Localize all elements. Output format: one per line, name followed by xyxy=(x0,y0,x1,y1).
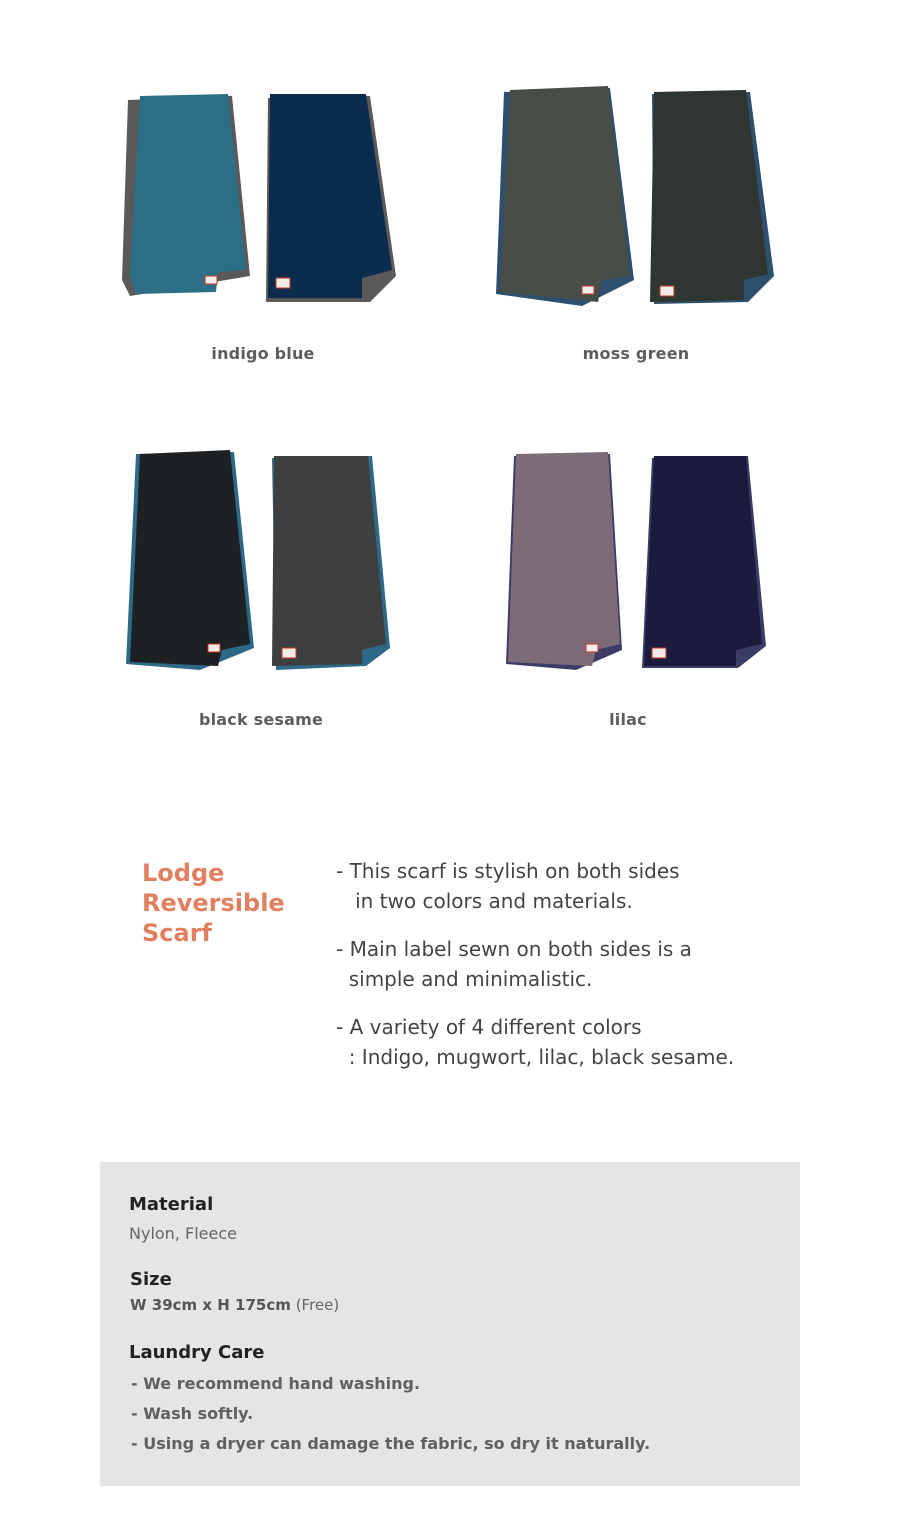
scarf-pair-image xyxy=(100,444,440,684)
feature-item xyxy=(336,1012,856,1072)
care-item: - We recommend hand washing. xyxy=(131,1374,421,1393)
color-label-moss-green: moss green xyxy=(582,344,690,363)
label-patch-front xyxy=(582,286,594,294)
feature-line: : Indigo, mugwort, lilac, black sesame. xyxy=(336,1045,735,1069)
swatch-indigo-blue xyxy=(100,80,440,320)
product-title-line: Lodge xyxy=(142,859,225,887)
scarf-pair-image xyxy=(470,80,810,320)
size-dimensions: W 39cm x H 175cm xyxy=(130,1296,291,1314)
feature-line: - Main label sewn on both sides is a xyxy=(336,937,692,961)
label-patch-front xyxy=(205,276,217,284)
feature-line: - This scarf is stylish on both sides xyxy=(336,859,680,883)
swatch-lilac xyxy=(480,444,820,684)
label-patch-back xyxy=(652,648,666,658)
size-heading: Size xyxy=(130,1269,172,1290)
scarf-back xyxy=(272,456,386,666)
label-patch-back xyxy=(282,648,296,658)
feature-line: simple and minimalistic. xyxy=(336,967,593,991)
feature-line: in two colors and materials. xyxy=(336,889,633,913)
label-patch-back xyxy=(276,278,290,288)
product-intro xyxy=(0,820,900,1120)
product-title-line: Reversible xyxy=(142,889,285,917)
label-patch-back xyxy=(660,286,674,296)
material-heading: Material xyxy=(129,1194,214,1215)
color-label-lilac: lilac xyxy=(609,710,647,729)
feature-item xyxy=(336,934,856,994)
scarf-front xyxy=(508,452,620,666)
scarf-pair-image xyxy=(480,444,820,684)
spec-box xyxy=(100,1162,800,1486)
label-patch-front xyxy=(586,644,598,652)
product-title xyxy=(142,858,312,948)
label-patch-front xyxy=(208,644,220,652)
scarf-back xyxy=(644,456,762,666)
material-value: Nylon, Fleece xyxy=(129,1224,237,1243)
care-item: - Using a dryer can damage the fabric, so dry it naturally. xyxy=(131,1434,651,1453)
scarf-front xyxy=(130,450,250,666)
swatch-black-sesame xyxy=(100,444,440,684)
size-value xyxy=(130,1296,339,1314)
scarf-front xyxy=(130,94,246,294)
feature-list xyxy=(336,856,856,1090)
scarf-pair-image xyxy=(100,80,440,320)
laundry-care-heading: Laundry Care xyxy=(129,1342,265,1363)
swatch-moss-green xyxy=(470,80,810,320)
scarf-front xyxy=(500,86,630,302)
color-label-indigo-blue: indigo blue xyxy=(211,344,315,363)
feature-line: - A variety of 4 different colors xyxy=(336,1015,642,1039)
color-label-black-sesame: black sesame xyxy=(198,710,324,729)
feature-item xyxy=(336,856,856,916)
care-item: - Wash softly. xyxy=(131,1404,254,1423)
size-note: (Free) xyxy=(295,1296,340,1314)
product-title-line: Scarf xyxy=(142,919,212,947)
